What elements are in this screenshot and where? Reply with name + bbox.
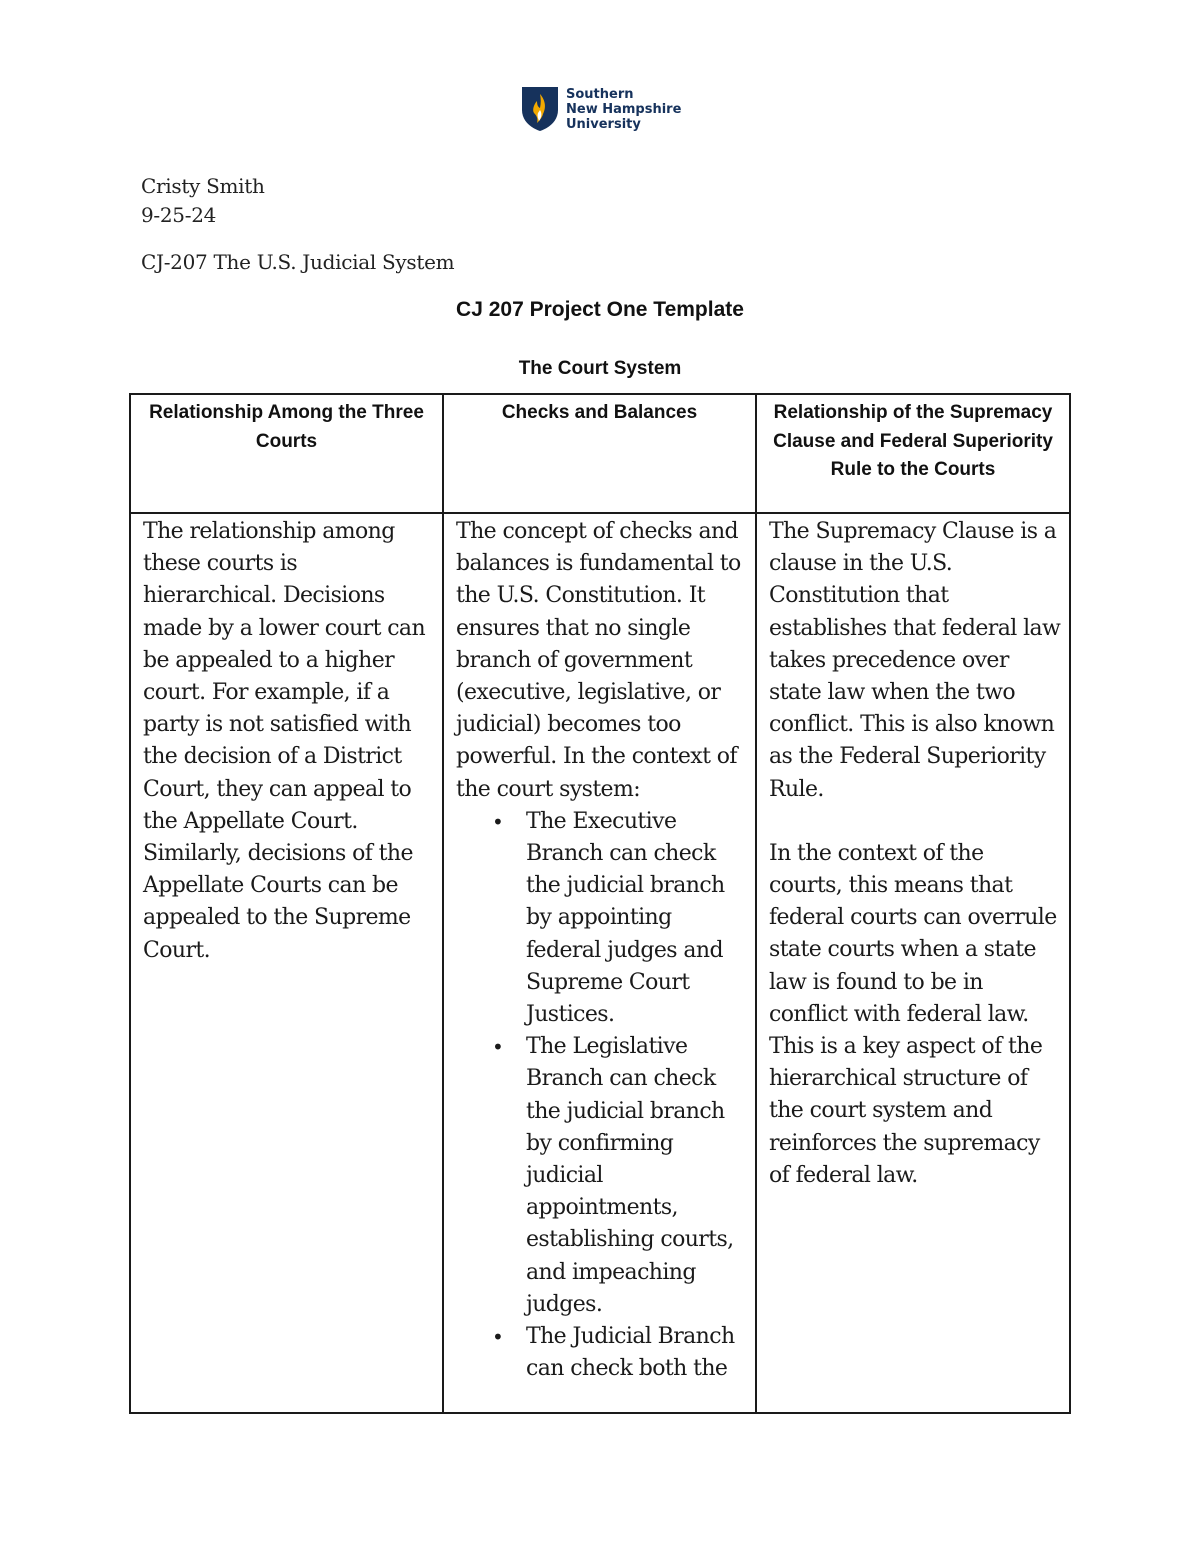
- cell-supremacy-clause: [756, 513, 1070, 1413]
- university-logo: [521, 86, 681, 132]
- logo-line-3: University: [566, 116, 641, 132]
- supremacy-paragraph-2: In the context of the courts, this means that federal courts can overrule state courts when a state law is found to be in conflict with federal law. This is a key aspect of the hierarchical structure of the court system and reinforces the supremacy of federal law.: [769, 840, 1057, 1188]
- logo-line-2: New Hampshire: [566, 101, 682, 117]
- cell-checks-and-balances: [443, 513, 756, 1413]
- table-row: [130, 513, 1070, 1413]
- header-relationship-among-courts: Relationship Among the Three Courts: [130, 394, 443, 513]
- cell-relationship-among-courts: [130, 513, 443, 1413]
- list-item: [492, 806, 747, 1031]
- logo-line-1: Southern: [566, 86, 634, 102]
- bullet-icon: •: [492, 1325, 504, 1350]
- header-checks-and-balances: Checks and Balances: [443, 394, 756, 513]
- author-name: Cristy Smith: [141, 174, 265, 198]
- bullet-icon: •: [492, 1035, 504, 1060]
- header-supremacy-clause: Relationship of the Supremacy Clause and Federal Superiority Rule to the Courts: [756, 394, 1070, 513]
- shield-flame-icon: [521, 86, 559, 132]
- bullet-text-judicial: The Judicial Branch can check both the: [526, 1324, 735, 1382]
- table-header-row: [130, 394, 1070, 513]
- bullet-icon: •: [492, 809, 504, 834]
- list-item: [492, 1031, 747, 1321]
- checks-bullet-list: [456, 806, 747, 1386]
- supremacy-paragraph-1: The Supremacy Clause is a clause in the U.S. Constitution that establishes that federal law takes precedence over state law when the two conflict. This is also known as the Federal Superiority Rule.: [769, 519, 1061, 802]
- court-system-table: [129, 393, 1071, 1414]
- course-line: CJ-207 The U.S. Judicial System: [141, 250, 455, 274]
- bullet-text-executive: The Executive Branch can check the judicial branch by appointing federal judges and Supreme Court Justices.: [526, 808, 725, 1028]
- list-item: [492, 1321, 747, 1385]
- relationship-text: The relationship among these courts is hierarchical. Decisions made by a lower court can be appealed to a higher court. For example, if a party is not satisfied with the decision of a District Court, they can appeal to the Appellate Court. Similarly, decisions of the Appellate Courts can be appealed to the Supreme Court.: [143, 519, 426, 963]
- section-subtitle: The Court System: [518, 358, 682, 379]
- checks-intro-text: The concept of checks and balances is fundamental to the U.S. Constitution. It ensures that no single branch of government (executive, legislative, or judicial) becomes too powerful. In the context of the court system:: [456, 519, 741, 802]
- date-line: 9-25-24: [141, 203, 217, 227]
- document-title: CJ 207 Project One Template: [456, 298, 744, 321]
- logo-wordmark: [566, 87, 681, 132]
- bullet-text-legislative: The Legislative Branch can check the judicial branch by confirming judicial appointments, establishing courts, and impeaching judges.: [526, 1034, 734, 1317]
